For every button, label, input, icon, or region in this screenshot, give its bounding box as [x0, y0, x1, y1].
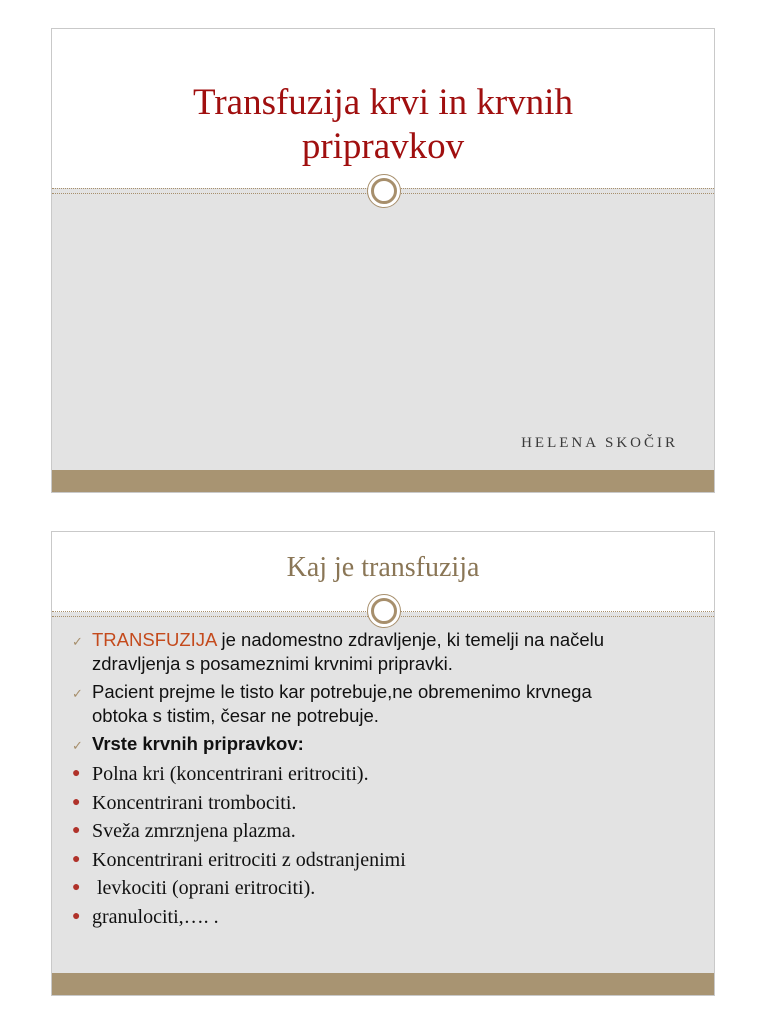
check-item-heading: Vrste krvnih pripravkov: [92, 733, 304, 754]
check-item-line-2: zdravljenja s posameznimi krvnimi pripravki. [92, 653, 453, 674]
bullet-dot-icon: ● [72, 823, 81, 838]
bullet-text: Polna kri (koncentrirani eritrociti). [92, 763, 369, 785]
bullet-text: Sveža zmrznjena plazma. [92, 820, 296, 842]
check-item [70, 680, 696, 728]
checkmark-icon: ✓ [72, 686, 83, 701]
checkmark-icon: ✓ [72, 738, 83, 753]
bullet-dot-icon: ● [72, 908, 81, 924]
bottom-accent-bar [52, 470, 714, 492]
bullet-text: Koncentrirani trombociti. [92, 791, 297, 814]
check-item [70, 628, 696, 676]
slide-1 [51, 28, 715, 493]
bullet-item [70, 903, 696, 932]
bullet-text: Koncentrirani eritrociti z odstranjenimi [92, 848, 406, 871]
bullet-item [70, 789, 696, 818]
slide-2-content [70, 628, 696, 931]
slide-1-title-area [52, 29, 714, 188]
bullet-item [70, 760, 696, 789]
bottom-accent-bar [52, 973, 714, 995]
bullet-dot-icon: ● [72, 851, 81, 867]
slide-1-title-line-2: pripravkov [301, 126, 465, 167]
checkmark-icon: ✓ [72, 634, 83, 649]
check-item-line-1: Pacient prejme le tisto kar potrebuje,ne obremenimo krvnega [92, 681, 592, 702]
bullet-item [70, 874, 696, 903]
bullet-dot-icon: ● [72, 794, 81, 810]
bullet-item [70, 817, 696, 846]
check-item-text: je nadomestno zdravljenje, ki temelji na načelu [216, 629, 605, 650]
bullet-dot-icon: ● [72, 880, 81, 895]
check-item-line-2: obtoka s tistim, česar ne potrebuje. [92, 705, 379, 726]
slide-1-title-line-1: Transfuzija krvi in krvnih [193, 82, 573, 123]
slide-1-title [52, 81, 714, 169]
check-item [70, 732, 696, 756]
check-item-line-1 [92, 628, 696, 652]
highlighted-term: TRANSFUZIJA [92, 629, 217, 650]
author-name: HELENA SKOČIR [521, 435, 678, 451]
ring-ornament-icon [367, 594, 401, 628]
slide-2 [51, 531, 715, 996]
bullet-item [70, 846, 696, 875]
slide-2-title: Kaj je transfuzija [286, 552, 480, 583]
bullet-dot-icon: ● [72, 766, 81, 781]
bullet-text: levkociti (oprani eritrociti). [92, 877, 316, 899]
ring-ornament-icon [367, 174, 401, 208]
bullet-text: granulociti,…. . [92, 905, 219, 928]
